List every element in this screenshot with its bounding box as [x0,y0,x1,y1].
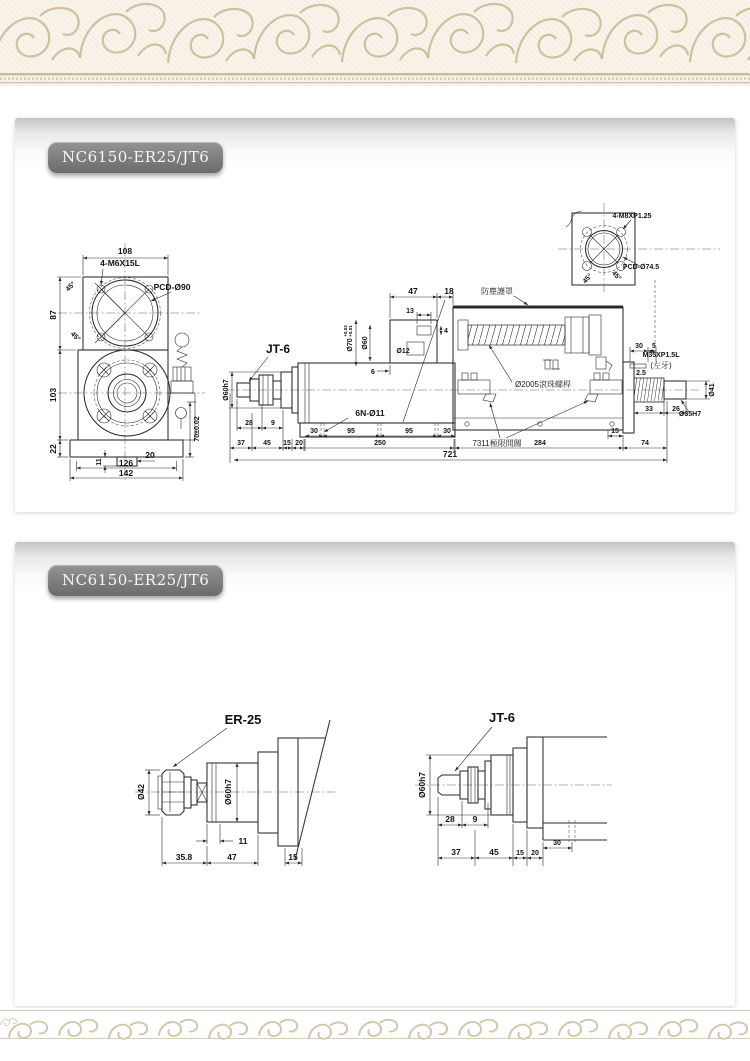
technical-drawing-1 [0,185,750,510]
dia-60h7-side: Ø60h7 [223,379,230,401]
dim-30-top: 30 [635,343,643,350]
dim-74: 74 [641,440,649,447]
dim-9-jt: 9 [472,814,478,824]
dim-35-8: 35.8 [175,852,193,862]
dim-13: 13 [406,308,414,315]
dim-721: 721 [442,449,458,459]
angle-45-bottom: 45° [68,330,82,344]
dia-60: Ø60 [362,336,369,350]
callout-4m8: 4-M8XP1.25 [612,213,652,220]
dim-6: 6 [371,369,375,376]
dim-37: 37 [237,440,245,447]
dim-30-left: 30 [310,428,318,435]
ornament-bottom-border [0,1008,750,1042]
dim-15-b: 15 [611,428,619,435]
dim-11-er: 11 [238,836,248,846]
dim-28-jt: 28 [445,814,455,824]
rear-angle-2: 45° [609,269,623,283]
label-ball-screw: Ø2005滾珠螺桿 [514,380,572,389]
dim-15: 15 [283,440,291,447]
dia-60h7-er: Ø60h7 [223,779,233,805]
dim-142: 142 [118,468,134,478]
dim-2-5: 2.5 [636,370,646,377]
dim-22: 22 [48,444,58,454]
dim-70-tol: 70±0.02 [194,416,201,442]
motor-symbol [171,333,193,393]
thread-m35: M35XP1.5L [642,352,680,359]
dim-20: 20 [145,450,155,460]
callout-4m6: 4-M6X15L [100,258,140,268]
label-jt6: JT-6 [265,342,291,356]
label-er25: ER-25 [224,712,262,727]
rear-angle-1: 45° [581,272,595,286]
dim-30-right: 30 [443,428,451,435]
dim-126: 126 [118,458,134,468]
dim-18: 18 [444,286,454,296]
dia-70: Ø70 [347,338,354,352]
dia-60h7-jt: Ø60h7 [417,772,427,798]
callout-pcd90: PCD-Ø90 [153,282,191,292]
dim-103: 103 [48,387,58,403]
model-badge-1: NC6150-ER25/JT6 [48,142,223,173]
jt6-detail-view [415,710,612,866]
dim-20b: 20 [295,440,303,447]
ornament-bottom-pattern [0,1008,750,1042]
dim-95-a: 95 [347,428,355,435]
callout-pcd74: PCD-Ø74.5 [622,264,660,271]
dia-42: Ø42 [136,783,146,801]
front-view [48,243,205,481]
dim-284: 284 [534,440,546,447]
dia-35h7: Ø35H7 [678,411,702,418]
label-limit-switch: 7311極限開關 [472,439,522,448]
limit-dog-right [585,373,622,402]
dim-30-jt: 30 [553,840,561,847]
limit-dog-left [458,373,496,402]
dim-15-er: 15 [288,852,298,862]
dim-28: 28 [245,420,253,427]
dim-33: 33 [645,406,653,413]
dim-250: 250 [374,440,386,447]
left-hand-note: (左牙) [650,361,672,370]
dim-37-jt: 37 [451,847,461,857]
dim-87: 87 [48,310,58,320]
dim-4: 4 [444,328,448,335]
dim-26: 26 [672,406,680,413]
dim-45-jt: 45 [489,847,499,857]
front-right-step [168,393,195,440]
dia-41: Ø41 [709,383,716,397]
side-view [223,280,716,463]
dim-95-b: 95 [405,428,413,435]
dim-9: 9 [271,420,275,427]
er25-detail-view [135,712,335,866]
dim-47: 47 [408,286,418,296]
dim-45: 45 [263,440,271,447]
label-jt6-detail: JT-6 [488,710,516,725]
model-badge-2: NC6150-ER25/JT6 [48,565,223,596]
dim-108: 108 [117,246,133,256]
technical-drawing-2 [0,660,750,910]
callout-6n-o11: 6N-Ø11 [355,408,385,418]
label-dust-cover: 防塵護罩 [481,287,513,296]
dim-20-jt: 20 [531,850,539,857]
grease-fittings [543,357,612,371]
angle-45-top: 45° [64,280,78,294]
dia-70-tol-lower: +0.01 [348,325,353,337]
dia-12: Ø12 [396,348,410,355]
dim-47-er: 47 [227,852,237,862]
ornament-top-pattern [0,0,750,86]
ornament-top-border [0,0,750,86]
rear-flange-view [558,203,720,293]
dia-70-tol-upper: +0.03 [343,325,348,337]
dim-5: 5 [652,343,656,350]
dim-15-jt: 15 [516,850,524,857]
dim-11: 11 [96,458,103,466]
